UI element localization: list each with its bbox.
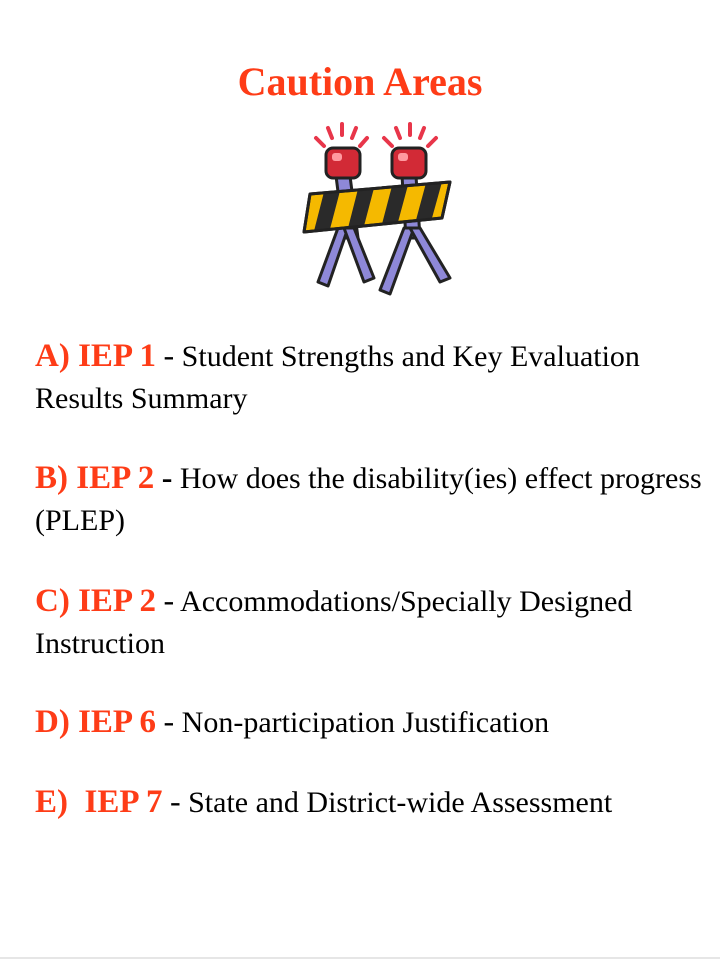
item-text: Student Strengths and Key Evaluation Results Summary (35, 340, 640, 415)
item-separator: - (161, 459, 173, 495)
list-item-d (35, 700, 549, 744)
item-text: State and District-wide Assessment (188, 786, 613, 819)
item-label: A) IEP 1 (35, 338, 157, 374)
item-separator: - (163, 582, 175, 618)
item-text: How does the disability(ies) effect progress (PLEP) (35, 462, 702, 537)
list-item-c (35, 579, 705, 665)
list-item-b (35, 456, 705, 542)
list-item-a (35, 334, 705, 420)
item-label: E) IEP 7 (35, 784, 163, 820)
item-label: D) IEP 6 (35, 704, 157, 740)
item-label: C) IEP 2 (35, 583, 157, 619)
item-separator: - (163, 337, 175, 373)
item-separator: - (169, 783, 181, 819)
item-text: Accommodations/Specially Designed Instruction (35, 585, 633, 660)
list-item-e (35, 780, 612, 824)
road-barricade-icon (300, 118, 460, 300)
item-label: B) IEP 2 (35, 460, 155, 496)
item-separator: - (163, 703, 175, 739)
bottom-divider (0, 957, 720, 959)
slide-title: Caution Areas (237, 59, 483, 104)
item-text: Non-participation Justification (181, 706, 550, 739)
